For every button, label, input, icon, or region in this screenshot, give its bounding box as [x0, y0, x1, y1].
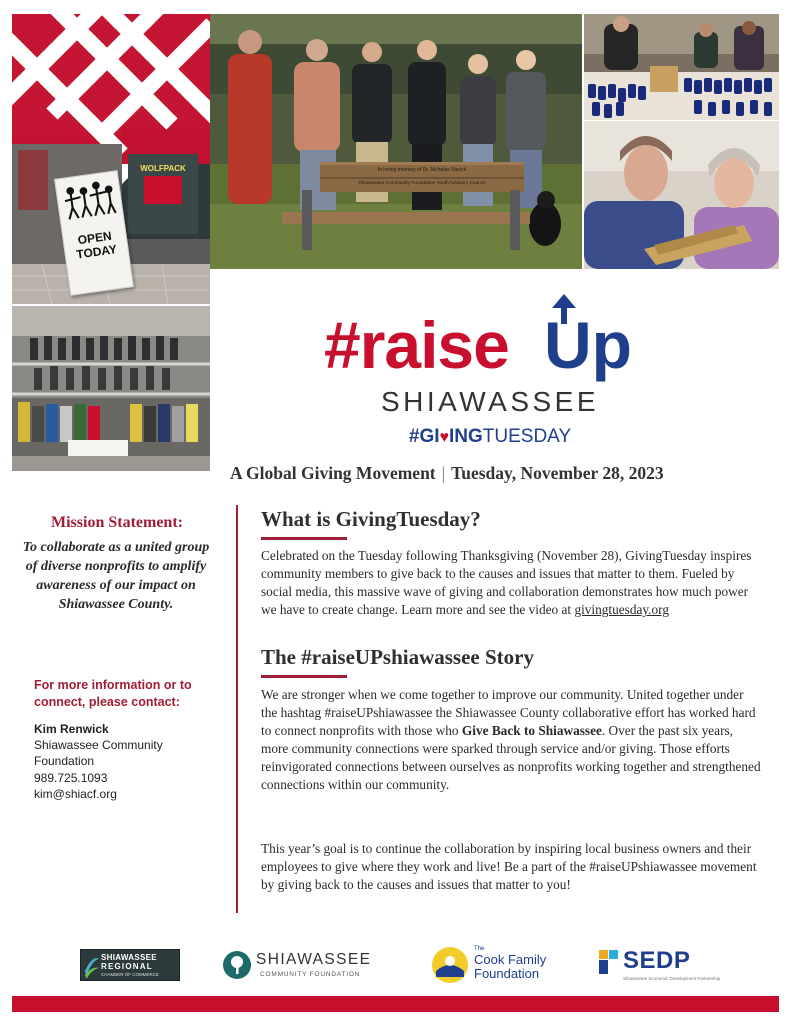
tagline-separator: |	[441, 463, 446, 483]
giving-suffix: TUESDAY	[482, 426, 572, 447]
contact-org-line1: Shiawassee Community	[34, 738, 163, 753]
bench-plaque-line1: In loving memory of Dr. Nicholas Starick	[377, 167, 467, 173]
column-divider	[236, 505, 238, 913]
contact-name: Kim Renwick	[34, 722, 109, 736]
storefront-photo	[12, 14, 210, 304]
tagline-date: Tuesday, November 28, 2023	[451, 463, 664, 483]
mission-text: To collaborate as a united group of diverse nonprofits to amplify awareness of our impact on Shiawassee County.	[22, 540, 210, 612]
sponsor-regional-chamber-logo	[80, 949, 180, 981]
window-poster-text: WOLFPACK	[140, 164, 186, 173]
two-women-photo	[584, 121, 779, 269]
story-p1-post: . Over the past six years, more community connections were sparked through service and/or giving. Those efforts reinvigorated connections between ourselves as nonprofits working together and strengthened connections within our community.	[261, 723, 761, 793]
regional-sub: CHAMBER OF COMMERCE	[101, 972, 160, 977]
heart-icon: ♥	[439, 429, 449, 446]
mission-heading: Mission Statement:	[51, 514, 183, 531]
cook-name	[474, 953, 546, 980]
tree-icon	[222, 950, 252, 980]
contact-org-line2: Foundation	[34, 754, 95, 769]
memorial-bench-photo	[210, 14, 582, 269]
regional-line1: SHIAWASSEE	[101, 953, 157, 962]
scf-sub: COMMUNITY FOUNDATION	[260, 971, 361, 978]
blocks-icon	[597, 948, 621, 978]
story-heading-rule	[261, 675, 347, 678]
what-body-text: Celebrated on the Tuesday following Thanksgiving (November 28), GivingTuesday inspires community members to give back to the causes and issues that matter to them. Fueled by social media, this massive wave of giving and collaboration demonstrates how much power we have to create change. Learn more and see the video at	[261, 548, 752, 618]
givingtuesday-link[interactable]: givingtuesday.org	[574, 602, 669, 618]
story-heading: The #raiseUPshiawassee Story	[261, 645, 534, 669]
contact-heading: For more information or to connect, please contact:	[34, 678, 192, 709]
logo-county-name: SHIAWASSEE	[380, 386, 600, 417]
bench-plaque-line2: Shiawassee Community Foundation Youth Advisory Council	[358, 181, 486, 186]
contact-email[interactable]: kim@shiacf.org	[34, 786, 117, 801]
sign-text-open: OPEN	[76, 228, 113, 248]
story-p1-bold: Give Back to Shiawassee	[461, 723, 602, 739]
youth-group-photo	[12, 306, 210, 471]
giving-mid: ING	[449, 426, 483, 447]
scf-name: SHIAWASSEE	[256, 951, 372, 968]
sponsor-cook-family-logo	[430, 944, 565, 986]
cook-line2: Foundation	[474, 965, 540, 981]
what-heading-rule	[261, 537, 347, 540]
raiseup-logo-raise: #raise	[324, 308, 509, 382]
raiseup-logo-up: Up	[544, 308, 632, 382]
story-paragraph-1	[261, 686, 761, 794]
sponsor-community-foundation-logo	[222, 947, 382, 983]
contact-phone: 989.725.1093	[34, 770, 108, 785]
swoosh-icon	[83, 950, 101, 982]
volunteers-photo	[584, 14, 779, 120]
contact-block	[34, 721, 219, 802]
footer-bar	[12, 996, 779, 1012]
what-body	[261, 547, 761, 619]
what-heading: What is GivingTuesday?	[261, 507, 481, 531]
sedp-sub: Shiawassee Economic Development Partnership	[623, 976, 721, 981]
regional-line2: REGIONAL	[101, 962, 153, 971]
sponsor-sedp-logo	[597, 946, 721, 984]
story-paragraph-2: This year’s goal is to continue the collaboration by inspiring local business owners and their employees to give where they work and live! Be a part of the #raiseUPshiawassee movement by giving back to the causes and issues that matter to you!	[261, 841, 757, 893]
givingtuesday-logo	[320, 426, 660, 448]
raiseup-logo	[320, 294, 660, 386]
sun-icon	[430, 945, 470, 985]
tagline	[230, 463, 750, 484]
tagline-movement: A Global Giving Movement	[230, 463, 436, 483]
giving-prefix: #GI	[408, 426, 440, 447]
story-p1-pre: We are stronger when we come together to improve our community. United together under the hashtag #raiseUPshiawassee the Shiawassee County collaborative effort has worked hard to connect nonprofits with those who	[261, 687, 756, 739]
sign-text-today: TODAY	[75, 242, 118, 262]
cook-the: The	[474, 946, 485, 952]
cook-line1: Cook Family	[474, 952, 547, 967]
sedp-name: SEDP	[623, 947, 691, 974]
